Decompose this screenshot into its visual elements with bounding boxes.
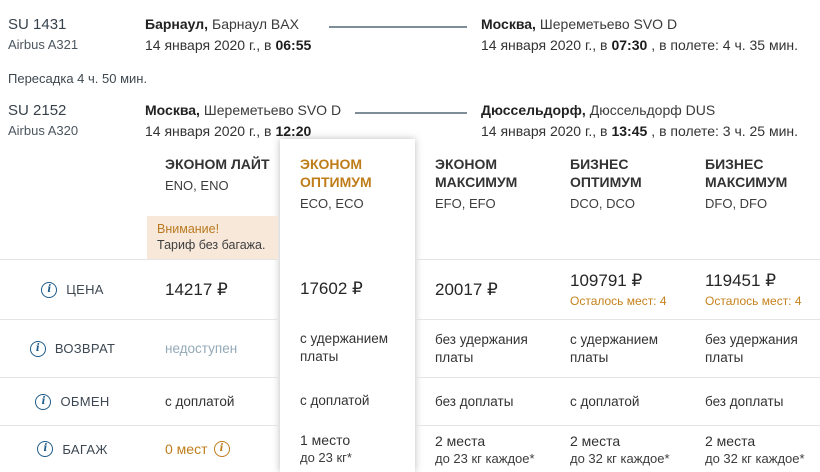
- arrival-city: Москва,: [481, 16, 536, 32]
- row-label: БАГАЖ: [62, 441, 108, 457]
- refund-cell: [685, 319, 820, 377]
- price-row: [0, 259, 820, 319]
- refund-value: без удержания платы: [705, 331, 798, 365]
- refund-cell: [415, 319, 550, 377]
- exchange-row-label: [0, 377, 145, 425]
- arrival-info: [481, 100, 806, 142]
- price-value: 14217 ₽: [165, 279, 228, 299]
- price-value: 20017 ₽: [435, 279, 498, 299]
- arrival-date: 14 января 2020 г., в: [481, 123, 608, 139]
- exchange-cell: [550, 377, 685, 425]
- flight-duration: , в полете: 3 ч. 25 мин.: [651, 123, 799, 139]
- baggage-weight: до 23 кг*: [300, 450, 352, 465]
- price-value: 109791 ₽: [570, 271, 643, 290]
- departure-time: 06:55: [275, 37, 312, 53]
- exchange-value: с доплатой: [300, 393, 370, 408]
- fare-header-row: [0, 145, 820, 215]
- departure-airport: Шереметьево SVO D: [203, 102, 342, 118]
- refund-cell: [550, 319, 685, 377]
- exchange-value: без доплаты: [705, 393, 784, 409]
- row-label: ВОЗВРАТ: [54, 341, 116, 356]
- price-cell: [550, 259, 685, 319]
- arrival-time: 07:30: [611, 37, 648, 53]
- flight-itinerary: [0, 0, 820, 145]
- aircraft-type: Airbus A320: [8, 123, 79, 138]
- arrival-time: 13:45: [611, 123, 648, 139]
- fare-name: ЭКОНОМ МАКСИМУМ: [435, 156, 518, 190]
- flight-id-block: [8, 100, 145, 140]
- departure-info: [145, 100, 341, 142]
- info-icon[interactable]: i: [37, 441, 53, 457]
- refund-cell: [280, 319, 415, 377]
- price-cell: [415, 259, 550, 319]
- fare-column-econom-optimum[interactable]: [280, 145, 415, 215]
- info-icon[interactable]: i: [41, 282, 57, 298]
- baggage-cell: [550, 425, 685, 472]
- header-spacer: [0, 145, 145, 215]
- baggage-pieces: 2 места: [570, 432, 621, 449]
- fare-name: БИЗНЕС МАКСИМУМ: [705, 156, 788, 190]
- baggage-weight: до 23 кг каждое*: [435, 450, 535, 466]
- price-value: 17602 ₽: [300, 279, 363, 298]
- refund-value: без удержания платы: [435, 331, 528, 365]
- exchange-row: [0, 377, 820, 425]
- departure-date: 14 января 2020 г., в: [145, 37, 272, 53]
- price-cell: [280, 259, 415, 319]
- flight-duration: , в полете: 4 ч. 35 мин.: [651, 37, 799, 53]
- flight-connector-line: [355, 112, 467, 114]
- fare-column-econom-light[interactable]: [145, 145, 280, 215]
- exchange-value: с доплатой: [165, 393, 235, 409]
- flight-segment-2: [8, 100, 806, 142]
- baggage-pieces: 0 мест: [165, 441, 208, 457]
- info-icon[interactable]: i: [35, 394, 51, 410]
- price-cell: [145, 259, 280, 319]
- fare-column-econom-maximum[interactable]: [415, 145, 550, 215]
- baggage-info-icon[interactable]: i: [214, 441, 230, 457]
- aircraft-type: Airbus A321: [8, 37, 79, 52]
- fare-codes: ENO, ENO: [165, 178, 229, 193]
- departure-info: [145, 14, 315, 56]
- fare-name: ЭКОНОМ ЛАЙТ: [165, 156, 270, 172]
- baggage-cell: [685, 425, 820, 472]
- baggage-cell: [145, 425, 280, 472]
- baggage-cell: [280, 425, 415, 472]
- exchange-cell: [145, 377, 280, 425]
- refund-value: с удержанием платы: [300, 331, 389, 364]
- fare-codes: EFO, EFO: [435, 196, 496, 211]
- no-baggage-warning: [147, 216, 278, 259]
- price-row-label: [0, 259, 145, 319]
- baggage-cell: [415, 425, 550, 472]
- fare-column-business-optimum[interactable]: [550, 145, 685, 215]
- refund-cell: [145, 319, 280, 377]
- fare-comparison-table: [0, 145, 820, 472]
- transfer-note: Пересадка 4 ч. 50 мин.: [8, 71, 148, 86]
- exchange-cell: [415, 377, 550, 425]
- exchange-value: с доплатой: [570, 393, 640, 409]
- arrival-airport: Дюссельдорф DUS: [589, 102, 716, 118]
- seats-left: Осталось мест: 4: [705, 294, 802, 308]
- refund-row-label: [0, 319, 145, 377]
- flight-connector-line: [329, 26, 467, 28]
- flight-id-block: [8, 14, 145, 54]
- warning-text: Тариф без багажа.: [157, 238, 266, 252]
- fare-name: ЭКОНОМ ОПТИМУМ: [300, 156, 372, 190]
- arrival-date: 14 января 2020 г., в: [481, 37, 608, 53]
- baggage-weight: до 32 кг каждое*: [705, 450, 805, 466]
- fare-codes: DFO, DFO: [705, 196, 768, 211]
- arrival-city: Дюссельдорф,: [481, 102, 586, 118]
- flight-number: SU 1431: [8, 16, 67, 33]
- flight-number: SU 2152: [8, 102, 67, 119]
- refund-value: с удержанием платы: [570, 331, 659, 365]
- arrival-info: [481, 14, 806, 56]
- fare-column-business-maximum[interactable]: [685, 145, 820, 215]
- flight-segment-1: [8, 14, 806, 56]
- departure-city: Барнаул,: [145, 16, 209, 32]
- price-value: 119451 ₽: [705, 271, 777, 290]
- row-label: ЦЕНА: [66, 282, 104, 297]
- departure-time: 12:20: [275, 123, 312, 139]
- departure-airport: Барнаул BAX: [212, 16, 299, 32]
- seats-left: Осталось мест: 4: [570, 294, 667, 308]
- baggage-weight: до 32 кг каждое*: [570, 450, 670, 466]
- exchange-cell: [685, 377, 820, 425]
- warning-title: Внимание!: [157, 222, 220, 236]
- baggage-row-label: [0, 425, 145, 472]
- departure-city: Москва,: [145, 102, 200, 118]
- departure-date: 14 января 2020 г., в: [145, 123, 272, 139]
- fare-name: БИЗНЕС ОПТИМУМ: [570, 156, 642, 190]
- refund-row: [0, 319, 820, 377]
- exchange-cell: [280, 377, 415, 425]
- baggage-pieces: 2 места: [435, 432, 486, 449]
- baggage-pieces: 1 место: [300, 432, 351, 448]
- row-label: ОБМЕН: [60, 394, 110, 409]
- info-icon[interactable]: i: [30, 341, 46, 357]
- baggage-pieces: 2 места: [705, 432, 756, 449]
- refund-value: недоступен: [165, 340, 238, 356]
- fare-codes: ECO, ECO: [300, 196, 364, 211]
- arrival-airport: Шереметьево SVO D: [539, 16, 678, 32]
- exchange-value: без доплаты: [435, 393, 514, 409]
- fare-codes: DCO, DCO: [570, 196, 635, 211]
- price-cell: [685, 259, 820, 319]
- warning-cell: [145, 215, 280, 259]
- baggage-row: [0, 425, 820, 472]
- fare-warning-row: [0, 215, 820, 259]
